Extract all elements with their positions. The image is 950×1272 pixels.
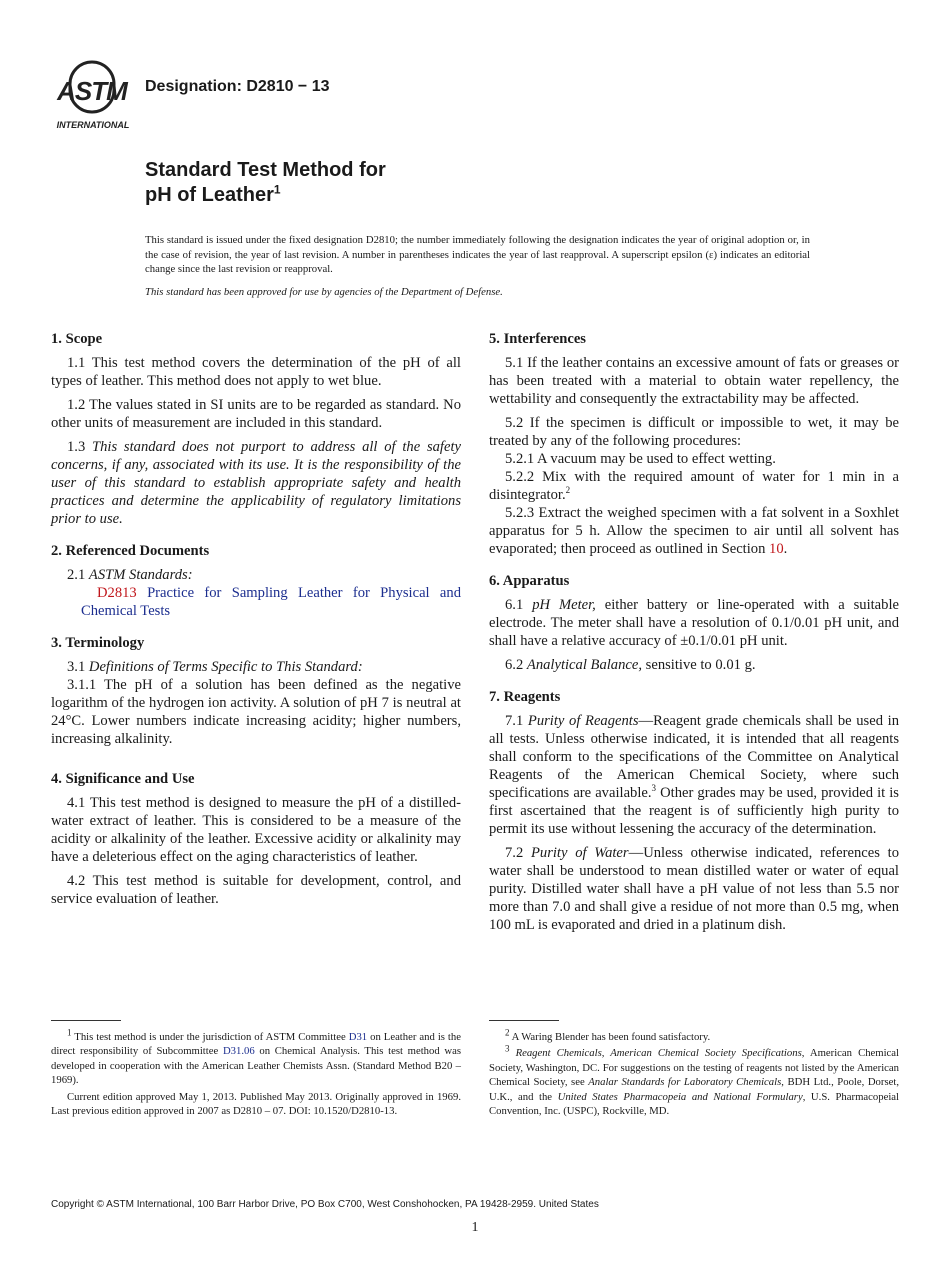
section-1-heading: 1. Scope (51, 331, 103, 347)
section-4-heading: 4. Significance and Use (51, 771, 195, 787)
dod-approval-note: This standard has been approved for use by agencies of the Department of Defense. (145, 286, 503, 298)
citation-title: Analar Standards for Laboratory Chemicals (588, 1076, 782, 1089)
para-text: 5.2.3 Extract the weighed specimen with a fat solvent in a Soxhlet apparatus for 5 h. Allow the specimen to air until all solvent has evaporated; then proceed as outlined in Section (489, 505, 899, 557)
edition-note: Current edition approved May 1, 2013. Published May 2013. Originally approved in 1969. Last previous edition approved in 2007 as D2810 – 07. DOI: 10.1520/D2810-13. (51, 1090, 461, 1118)
document-title (145, 158, 386, 208)
footnote-mark: 1 (67, 1027, 72, 1038)
para-1-1: 1.1 This test method covers the determination of the pH of all types of leather. This method does not apply to wet blue. (51, 355, 461, 389)
para-2-1 (51, 566, 461, 584)
astm-logo (52, 58, 134, 132)
para-6-1 (489, 596, 899, 650)
title-footnote-mark: 1 (273, 182, 281, 197)
para-5-1: 5.1 If the leather contains an excessive amount of fats or greases or has been treated with a material to obtain water repellency, the wettability and consequently the extractability may be affected. (489, 355, 899, 407)
committee-d31-link[interactable]: D31 (348, 1031, 368, 1043)
right-column (489, 330, 899, 940)
para-3-1-1: 3.1.1 The pH of a solution has been defined as the negative logarithm of the hydrogen ion activity. A solution of pH 7 is neutral at 24°C. Lower numbers indicate increasing acidity; higher numbers, increasing alkalinity. (51, 677, 461, 747)
left-column (51, 330, 461, 914)
footnote-text: , American Chemical Society, Washington, DC. For suggestions on the testing of reagents not listed by the American Chemical Society, see (489, 1047, 900, 1089)
copyright-notice: Copyright © ASTM International, 100 Barr Harbor Drive, PO Box C700, West Conshohocken, PA 19428-2959. United States (51, 1199, 599, 1210)
footnote-text: on Chemical Analysis. This test method was developed in cooperation with the American Leather Chemists Assn. (Standard Method B20 – 1969). (51, 1045, 462, 1087)
citation-title: United States Pharmacopeia and National Formulary (557, 1090, 803, 1103)
section-7-heading: 7. Reagents (489, 689, 561, 705)
astm-standards-label: ASTM Standards: (88, 567, 193, 583)
logo-subtext: INTERNATIONAL (56, 120, 130, 130)
footnote-2 (489, 1027, 899, 1044)
footnote-3 (489, 1043, 900, 1118)
footnote-1 (51, 1027, 462, 1088)
para-text: —Reagent grade chemicals shall be used in all tests. Unless otherwise indicated, it is intended that all reagents shall conform to the specifications of the Committee on Analytical Reagents of the American Chemical Society, where such specifications are available. (489, 713, 900, 801)
footnote-3-mark: 3 (651, 783, 657, 794)
para-5-2-2 (489, 468, 899, 504)
para-5-2: 5.2 If the specimen is difficult or impossible to wet, it may be treated by any of the following procedures: (489, 415, 899, 449)
citation-title: Reagent Chemicals, American Chemical Society Specifications (515, 1047, 802, 1060)
para-text: Other grades may be used, provided it is first ascertained that the reagent is of sufficiently high purity to permit its use without lessening the accuracy of the determination. (489, 785, 899, 837)
footnote-mark: 3 (505, 1043, 510, 1054)
footnote-2-mark: 2 (565, 485, 571, 496)
footnote-mark: 2 (505, 1027, 510, 1038)
para-text: sensitive to 0.01 g. (645, 657, 756, 673)
para-1-2: 1.2 The values stated in SI units are to be regarded as standard. No other units of measurement are included in this standard. (51, 397, 461, 431)
safety-statement: This standard does not purport to address all of the safety concerns, if any, associated with its use. It is the responsibility of the user of this standard to establish appropriate safety and health practices and determine the applicability of regulatory limitations prior to use. (51, 439, 461, 527)
footnotes-right (489, 1027, 900, 1120)
para-7-1 (489, 712, 899, 838)
section-5-heading: 5. Interferences (489, 331, 586, 347)
footnote-text: A Waring Blender has been found satisfactory. (511, 1031, 711, 1043)
para-4-2: 4.2 This test method is suitable for development, control, and service evaluation of leather. (51, 873, 461, 907)
title-line-2 (145, 183, 386, 208)
reference-title-link[interactable]: Practice for Sampling Leather for Physical and Chemical Tests (81, 585, 461, 619)
footnote-divider-right (489, 1020, 559, 1021)
page-number: 1 (471, 1220, 479, 1235)
para-6-2 (489, 656, 899, 674)
designation: Designation: D2810 − 13 (145, 78, 330, 95)
footnote-text: on Leather and is the direct responsibility of Subcommittee (51, 1031, 461, 1058)
para-text: either battery or line-operated with a suitable electrode. The meter shall have a resolution of 0.1/0.01 pH unit, and shall have a relative accuracy of ±0.1/0.01 pH unit. (489, 597, 899, 649)
logo-text: ASTM (57, 76, 127, 106)
section-2-heading: 2. Referenced Documents (51, 543, 210, 559)
title-text: pH of Leather (145, 184, 274, 206)
para-number: 1.3 (67, 439, 86, 455)
para-3-1 (51, 658, 461, 676)
para-number: 6.2 (505, 657, 524, 673)
footnote-text: , U.S. Pharmacopeial Convention, Inc. (USPC), Rockville, MD. (489, 1090, 899, 1118)
footnote-text: This test method is under the jurisdiction of ASTM Committee (74, 1031, 346, 1043)
footnotes-left (51, 1027, 462, 1120)
definitions-label: Definitions of Terms Specific to This Standard: (88, 659, 363, 675)
subcommittee-d31-06-link[interactable]: D31.06 (222, 1045, 255, 1058)
para-number: 2.1 (67, 567, 86, 583)
term: Purity of Reagents (527, 713, 639, 729)
para-1-3 (51, 438, 461, 528)
section-10-link[interactable]: 10 (769, 541, 784, 557)
reference-code-link[interactable]: D2813 (97, 585, 137, 601)
reference-d2813[interactable] (51, 584, 461, 620)
para-text: —Unless otherwise indicated, references to water shall be understood to mean distilled water or water of equal purity. Distilled water shall have a pH value of not less than 5.5 nor more than 7.0 and shall give a residue of not more than 0.5 mg, when 100 mL is evaporated and dried in a platinum dish. (489, 845, 899, 933)
para-5-2-3: 5.2.3 Extract the weighed specimen with a fat solvent in a Soxhlet apparatus for 5 h. Allow the specimen to air until all solvent has evaporated; then proceed as outlined in Section 10. (489, 505, 899, 557)
term: Analytical Balance, (526, 657, 642, 673)
para-number: 6.1 (505, 597, 524, 613)
term: pH Meter, (532, 597, 596, 613)
para-7-2 (489, 844, 899, 934)
issuance-note: This standard is issued under the fixed designation D2810; the number immediately following the designation indicates the year of original adoption or, in the case of revision, the year of last revision. A number in parentheses indicates the year of last reapproval. A superscript epsilon (ε) indicates an editorial change since the last revision or reapproval. (145, 234, 810, 276)
title-line-1: Standard Test Method for (145, 159, 386, 181)
footnote-text: , BDH Ltd., Poole, Dorset, U.K., and the (489, 1076, 899, 1103)
term: Purity of Water (530, 845, 629, 861)
para-number: 7.1 (505, 713, 524, 729)
section-6-heading: 6. Apparatus (489, 573, 570, 589)
para-5-2-1: 5.2.1 A vacuum may be used to effect wetting. (505, 451, 776, 467)
section-3-heading: 3. Terminology (51, 635, 145, 651)
footnote-divider-left (51, 1020, 121, 1021)
para-text: 5.2.2 Mix with the required amount of water for 1 min in a disintegrator. (489, 469, 899, 503)
para-4-1: 4.1 This test method is designed to measure the pH of a distilled-water extract of leather. This is considered to be a measure of the acidity or alkalinity of the leather. Excessive acidity or alkalinity may have a deleterious effect on the aging characteristics of leather. (51, 795, 461, 865)
para-number: 3.1 (67, 659, 86, 675)
para-number: 7.2 (505, 845, 524, 861)
